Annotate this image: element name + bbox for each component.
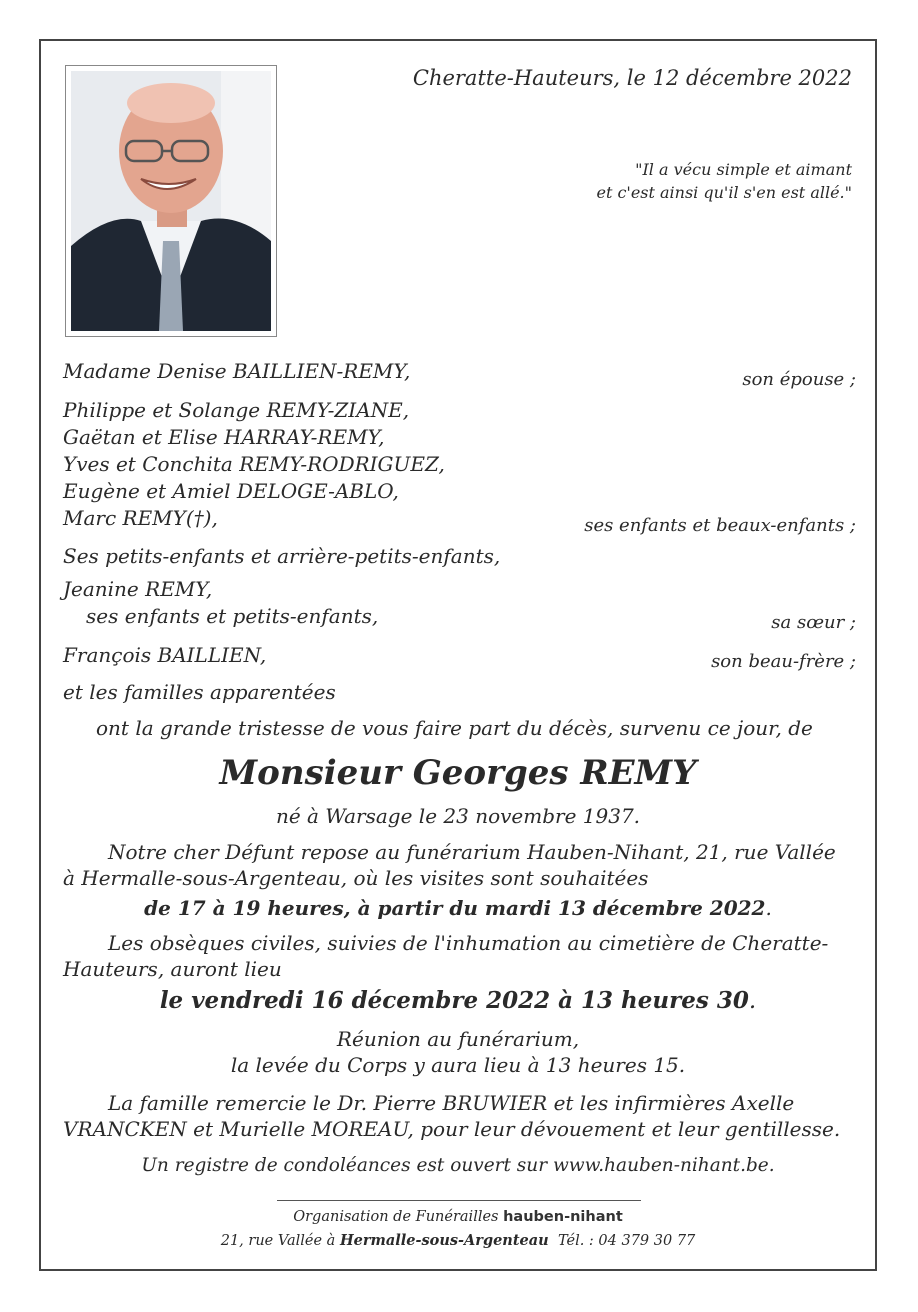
reunion-line-1: Réunion au funérarium, — [336, 1027, 580, 1051]
birth-info: né à Warsage le 23 novembre 1937. — [275, 804, 641, 828]
brother-in-law-name: François BAILLIEN, — [63, 643, 267, 667]
deceased-name: Monsieur Georges REMY — [219, 753, 697, 793]
spouse-name: Madame Denise BAILLIEN-REMY, — [63, 359, 411, 383]
child-2: Gaëtan et Elise HARRAY-REMY, — [63, 425, 385, 449]
thanks-line-1: La famille remercie le Dr. Pierre BRUWIER et les infirmières Axelle — [108, 1091, 795, 1115]
sister-family: ses enfants et petits-enfants, — [86, 604, 379, 628]
place-date: Cheratte-Hauteurs, le 12 décembre 2022 — [412, 66, 852, 90]
child-4: Eugène et Amiel DELOGE-ABLO, — [63, 479, 399, 503]
footer-address — [40, 1232, 876, 1249]
quote-line-1: "Il a vécu simple et aimant — [635, 160, 852, 179]
footer-divider — [277, 1200, 641, 1201]
funeral-date-line: le vendredi 16 décembre 2022 à 13 heures 30. — [159, 987, 757, 1014]
visit-hours: de 17 à 19 heures, à partir du mardi 13 décembre 2022 — [144, 896, 766, 920]
related-families: et les familles apparentées — [63, 680, 336, 704]
repose-line-2: à Hermalle-sous-Argenteau, où les visites sont souhaitées — [63, 866, 649, 890]
sister-relation: sa sœur ; — [771, 612, 856, 633]
condolence-registry: Un registre de condoléances est ouvert sur www.hauben-nihant.be. — [141, 1155, 775, 1176]
footer-org-label: Organisation de Funérailles — [293, 1209, 499, 1225]
announcement-intro: ont la grande tristesse de vous faire part du décès, survenu ce jour, de — [96, 716, 813, 740]
grandchildren: Ses petits-enfants et arrière-petits-enfants, — [63, 544, 501, 568]
funeral-date: le vendredi 16 décembre 2022 à 13 heures 30 — [159, 987, 749, 1014]
child-5: Marc REMY(†), — [63, 506, 218, 530]
portrait-image — [71, 71, 271, 331]
footer-address-prefix: 21, rue Vallée à — [220, 1233, 336, 1249]
portrait-photo — [65, 65, 277, 337]
quote-line-2: et c'est ainsi qu'il s'en est allé." — [596, 183, 852, 202]
child-3: Yves et Conchita REMY-RODRIGUEZ, — [63, 452, 445, 476]
brother-in-law-relation: son beau-frère ; — [711, 651, 856, 672]
children-relation: ses enfants et beaux-enfants ; — [584, 515, 856, 536]
footer-address-town: Hermalle-sous-Argenteau — [339, 1232, 549, 1249]
child-1: Philippe et Solange REMY-ZIANE, — [63, 398, 410, 422]
footer-organisation — [40, 1209, 876, 1225]
visit-hours-line: de 17 à 19 heures, à partir du mardi 13 décembre 2022. — [144, 896, 772, 920]
footer-phone: Tél. : 04 379 30 77 — [557, 1233, 696, 1249]
funeral-line-2: Hauteurs, auront lieu — [63, 957, 282, 981]
spouse-relation: son épouse ; — [742, 369, 856, 390]
reunion-line-2: la levée du Corps y aura lieu à 13 heures 15. — [230, 1053, 686, 1077]
repose-line-1: Notre cher Défunt repose au funérarium Hauben-Nihant, 21, rue Vallée — [108, 840, 836, 864]
brand-logo: hauben-nihant — [503, 1209, 623, 1225]
sister-name: Jeanine REMY, — [63, 577, 213, 601]
funeral-line-1: Les obsèques civiles, suivies de l'inhumation au cimetière de Cheratte- — [108, 931, 829, 955]
thanks-line-2: VRANCKEN et Murielle MOREAU, pour leur dévouement et leur gentillesse. — [63, 1117, 841, 1141]
